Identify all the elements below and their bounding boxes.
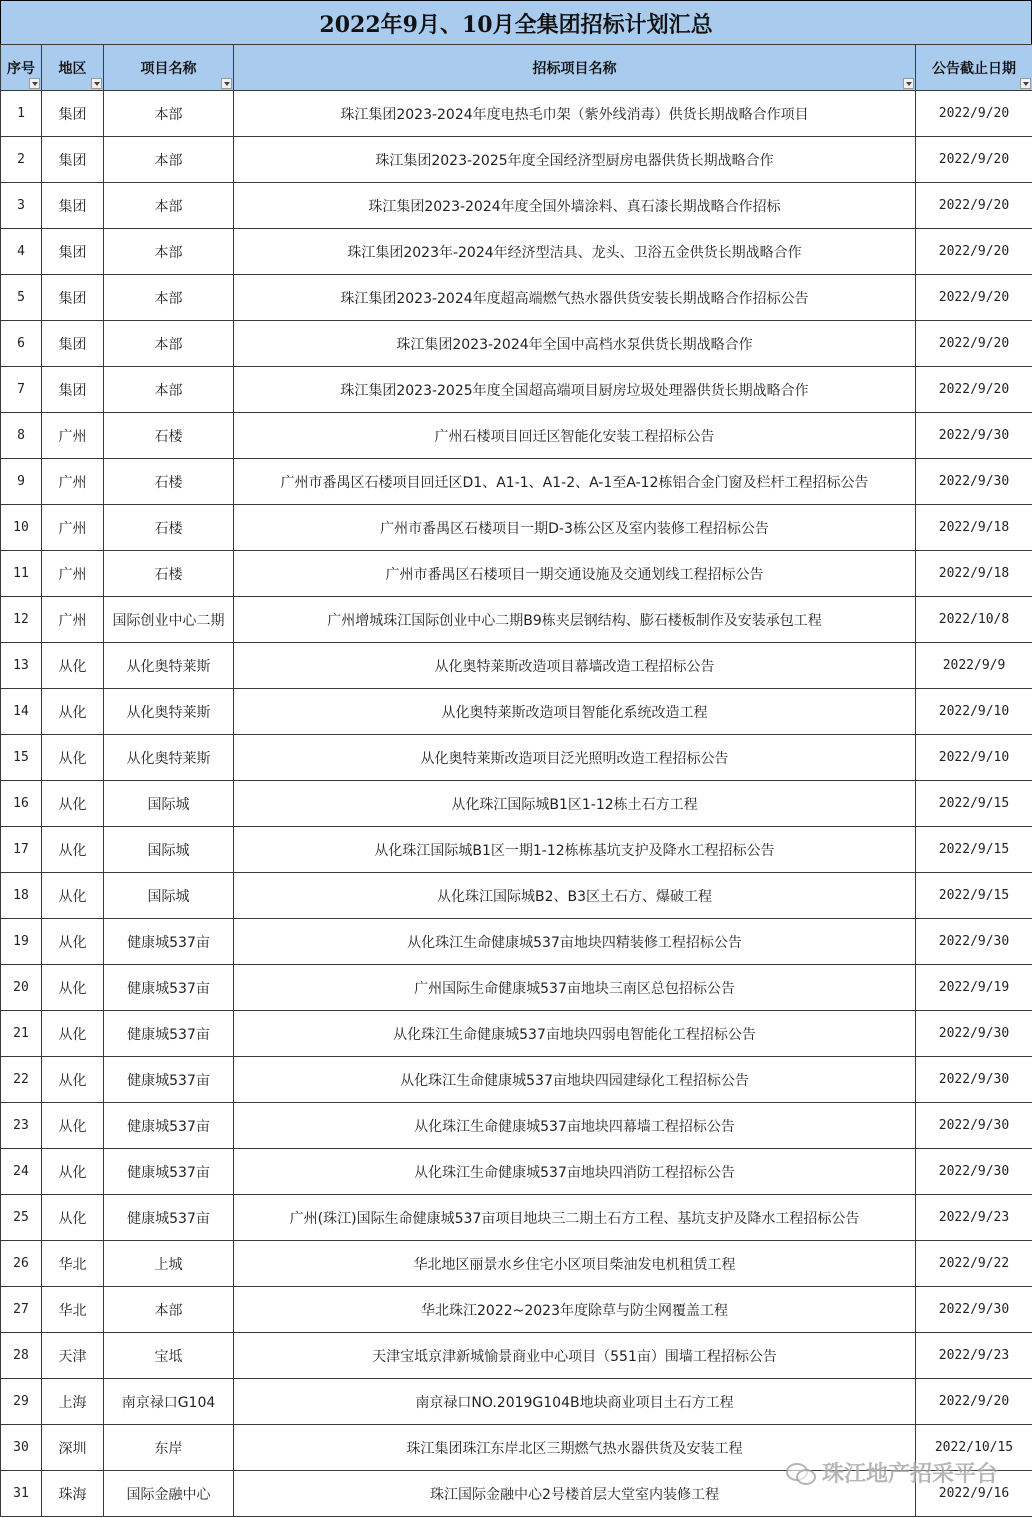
cell-deadline[interactable]: 2022/9/20: [916, 91, 1032, 137]
header-row: [1, 45, 1032, 91]
table-row: [1, 873, 1032, 919]
cell-deadline[interactable]: 2022/9/23: [916, 1195, 1032, 1241]
cell-region[interactable]: 从化: [42, 965, 104, 1011]
table-row: [1, 551, 1032, 597]
cell-region[interactable]: 从化: [42, 781, 104, 827]
table-row: [1, 1149, 1032, 1195]
cell-project[interactable]: 本部: [104, 91, 234, 137]
cell-bid-project[interactable]: 广州市番禺区石楼项目一期交通设施及交通划线工程招标公告: [234, 551, 916, 597]
cell-project[interactable]: 健康城537亩: [104, 1011, 234, 1057]
cell-index[interactable]: 7: [1, 367, 42, 413]
cell-region[interactable]: 集团: [42, 275, 104, 321]
cell-bid-project[interactable]: 广州(珠江)国际生命健康城537亩项目地块三二期土石方工程、基坑支护及降水工程招标公告: [234, 1195, 916, 1241]
cell-index[interactable]: 25: [1, 1195, 42, 1241]
cell-index[interactable]: 26: [1, 1241, 42, 1287]
cell-project[interactable]: 本部: [104, 183, 234, 229]
cell-bid-project[interactable]: 广州市番禺区石楼项目一期D-3栋公区及室内装修工程招标公告: [234, 505, 916, 551]
table-row: [1, 137, 1032, 183]
cell-index[interactable]: 11: [1, 551, 42, 597]
cell-index[interactable]: 9: [1, 459, 42, 505]
cell-region[interactable]: 广州: [42, 597, 104, 643]
column-header-label: 招标项目名称: [532, 60, 617, 77]
table-row: [1, 643, 1032, 689]
table-row: [1, 413, 1032, 459]
cell-bid-project[interactable]: 珠江集团2023-2024年全国中高档水泵供货长期战略合作: [234, 321, 916, 367]
cell-deadline[interactable]: 2022/9/22: [916, 1241, 1032, 1287]
table-row: [1, 919, 1032, 965]
cell-bid-project[interactable]: 珠江国际金融中心2号楼首层大堂室内装修工程: [234, 1471, 916, 1517]
cell-region[interactable]: 集团: [42, 229, 104, 275]
cell-region[interactable]: 集团: [42, 183, 104, 229]
cell-bid-project[interactable]: 从化珠江生命健康城537亩地块四幕墙工程招标公告: [234, 1103, 916, 1149]
table-row: [1, 275, 1032, 321]
cell-index[interactable]: 20: [1, 965, 42, 1011]
column-header-label: 地区: [58, 60, 87, 77]
column-header-index: [1, 45, 42, 91]
cell-bid-project[interactable]: 珠江集团2023-2024年度全国外墙涂料、真石漆长期战略合作招标: [234, 183, 916, 229]
cell-deadline[interactable]: 2022/9/20: [916, 183, 1032, 229]
cell-deadline[interactable]: 2022/9/20: [916, 275, 1032, 321]
sheet-title: 2022年9月、10月全集团招标计划汇总: [0, 0, 1032, 46]
cell-region[interactable]: 华北: [42, 1241, 104, 1287]
cell-bid-project[interactable]: 从化珠江生命健康城537亩地块四精装修工程招标公告: [234, 919, 916, 965]
wechat-icon: [786, 1461, 816, 1485]
cell-region[interactable]: 上海: [42, 1379, 104, 1425]
table-row: [1, 367, 1032, 413]
cell-deadline[interactable]: 2022/9/30: [916, 459, 1032, 505]
cell-bid-project[interactable]: 珠江集团2023-2025年度全国经济型厨房电器供货长期战略合作: [234, 137, 916, 183]
cell-deadline[interactable]: 2022/9/30: [916, 1011, 1032, 1057]
cell-project[interactable]: 国际创业中心二期: [104, 597, 234, 643]
cell-project[interactable]: 健康城537亩: [104, 1103, 234, 1149]
cell-index[interactable]: 2: [1, 137, 42, 183]
cell-region[interactable]: 从化: [42, 643, 104, 689]
cell-index[interactable]: 30: [1, 1425, 42, 1471]
column-header-label: 项目名称: [140, 60, 197, 77]
table-row: [1, 1379, 1032, 1425]
cell-bid-project[interactable]: 广州国际生命健康城537亩地块三南区总包招标公告: [234, 965, 916, 1011]
cell-bid-project[interactable]: 华北地区丽景水乡住宅小区项目柴油发电机租赁工程: [234, 1241, 916, 1287]
table-row: [1, 91, 1032, 137]
watermark: [786, 1457, 998, 1488]
filter-dropdown-icon[interactable]: [903, 78, 914, 89]
filter-dropdown-icon[interactable]: [1020, 78, 1031, 89]
cell-index[interactable]: 22: [1, 1057, 42, 1103]
cell-project[interactable]: 国际城: [104, 781, 234, 827]
cell-index[interactable]: 3: [1, 183, 42, 229]
cell-deadline[interactable]: 2022/9/10: [916, 689, 1032, 735]
cell-index[interactable]: 12: [1, 597, 42, 643]
column-header-deadline: [916, 45, 1032, 91]
cell-project[interactable]: 从化奥特莱斯: [104, 689, 234, 735]
column-header-label: 公告截止日期: [932, 60, 1016, 77]
table-row: [1, 1057, 1032, 1103]
cell-project[interactable]: 健康城537亩: [104, 919, 234, 965]
table-body: [1, 91, 1032, 1517]
cell-bid-project[interactable]: 天津宝坻京津新城愉景商业中心项目（551亩）围墙工程招标公告: [234, 1333, 916, 1379]
cell-project[interactable]: 石楼: [104, 551, 234, 597]
cell-bid-project[interactable]: 广州增城珠江国际创业中心二期B9栋夹层钢结构、膨石楼板制作及安装承包工程: [234, 597, 916, 643]
cell-index[interactable]: 17: [1, 827, 42, 873]
cell-deadline[interactable]: 2022/9/30: [916, 1057, 1032, 1103]
cell-region[interactable]: 集团: [42, 91, 104, 137]
cell-bid-project[interactable]: 广州市番禺区石楼项目回迁区D1、A1-1、A1-2、A-1至A-12栋铝合金门窗及栏杆工程招标公告: [234, 459, 916, 505]
cell-bid-project[interactable]: 从化珠江国际城B1区1-12栋土石方工程: [234, 781, 916, 827]
cell-bid-project[interactable]: 从化珠江生命健康城537亩地块四消防工程招标公告: [234, 1149, 916, 1195]
cell-deadline[interactable]: 2022/9/30: [916, 919, 1032, 965]
cell-project[interactable]: 石楼: [104, 459, 234, 505]
bid-plan-table: [0, 44, 1032, 1517]
cell-region[interactable]: 从化: [42, 1057, 104, 1103]
cell-region[interactable]: 从化: [42, 919, 104, 965]
cell-index[interactable]: 5: [1, 275, 42, 321]
column-header-bid-project: [234, 45, 916, 91]
cell-deadline[interactable]: 2022/9/30: [916, 1287, 1032, 1333]
table-row: [1, 1103, 1032, 1149]
column-header-region: [42, 45, 104, 91]
watermark-text: 珠江地产招采平台: [821, 1462, 998, 1487]
cell-index[interactable]: 19: [1, 919, 42, 965]
cell-region[interactable]: 从化: [42, 689, 104, 735]
cell-index[interactable]: 21: [1, 1011, 42, 1057]
filter-dropdown-icon[interactable]: [221, 78, 232, 89]
cell-project[interactable]: 东岸: [104, 1425, 234, 1471]
cell-project[interactable]: 本部: [104, 275, 234, 321]
table-row: [1, 827, 1032, 873]
cell-deadline[interactable]: 2022/9/9: [916, 643, 1032, 689]
cell-region[interactable]: 从化: [42, 1011, 104, 1057]
cell-region[interactable]: 从化: [42, 1103, 104, 1149]
cell-project[interactable]: 南京禄口G104: [104, 1379, 234, 1425]
cell-bid-project[interactable]: 华北珠江2022~2023年度除草与防尘网覆盖工程: [234, 1287, 916, 1333]
cell-project[interactable]: 本部: [104, 367, 234, 413]
table-row: [1, 781, 1032, 827]
cell-index[interactable]: 24: [1, 1149, 42, 1195]
cell-index[interactable]: 18: [1, 873, 42, 919]
table-row: [1, 597, 1032, 643]
cell-project[interactable]: 上城: [104, 1241, 234, 1287]
cell-region[interactable]: 集团: [42, 321, 104, 367]
table-row: [1, 735, 1032, 781]
cell-region[interactable]: 珠海: [42, 1471, 104, 1517]
cell-region[interactable]: 从化: [42, 873, 104, 919]
cell-project[interactable]: 本部: [104, 1287, 234, 1333]
cell-region[interactable]: 从化: [42, 827, 104, 873]
cell-bid-project[interactable]: 从化珠江国际城B1区一期1-12栋栋基坑支护及降水工程招标公告: [234, 827, 916, 873]
table-row: [1, 505, 1032, 551]
cell-project[interactable]: 国际城: [104, 873, 234, 919]
cell-region[interactable]: 从化: [42, 1149, 104, 1195]
table-row: [1, 229, 1032, 275]
cell-deadline[interactable]: 2022/9/10: [916, 735, 1032, 781]
cell-bid-project[interactable]: 从化珠江生命健康城537亩地块四园建绿化工程招标公告: [234, 1057, 916, 1103]
cell-bid-project[interactable]: 南京禄口NO.2019G104B地块商业项目土石方工程: [234, 1379, 916, 1425]
cell-deadline[interactable]: 2022/9/30: [916, 413, 1032, 459]
filter-dropdown-icon[interactable]: [91, 78, 102, 89]
cell-bid-project[interactable]: 从化奥特莱斯改造项目幕墙改造工程招标公告: [234, 643, 916, 689]
cell-region[interactable]: 广州: [42, 551, 104, 597]
cell-project[interactable]: 本部: [104, 137, 234, 183]
table-row: [1, 1195, 1032, 1241]
cell-index[interactable]: 23: [1, 1103, 42, 1149]
cell-region[interactable]: 广州: [42, 505, 104, 551]
table-row: [1, 1287, 1032, 1333]
cell-bid-project[interactable]: 从化奥特莱斯改造项目泛光照明改造工程招标公告: [234, 735, 916, 781]
cell-region[interactable]: 深圳: [42, 1425, 104, 1471]
cell-deadline[interactable]: 2022/9/16: [916, 1471, 1032, 1517]
column-header-label: 序号: [7, 60, 35, 77]
cell-deadline[interactable]: 2022/9/15: [916, 873, 1032, 919]
cell-region[interactable]: 广州: [42, 459, 104, 505]
cell-index[interactable]: 31: [1, 1471, 42, 1517]
cell-deadline[interactable]: 2022/9/20: [916, 1379, 1032, 1425]
cell-deadline[interactable]: 2022/9/20: [916, 321, 1032, 367]
table-row: [1, 1011, 1032, 1057]
table-row: [1, 965, 1032, 1011]
cell-deadline[interactable]: 2022/10/8: [916, 597, 1032, 643]
cell-project[interactable]: 石楼: [104, 413, 234, 459]
cell-index[interactable]: 13: [1, 643, 42, 689]
cell-deadline[interactable]: 2022/9/15: [916, 827, 1032, 873]
cell-index[interactable]: 14: [1, 689, 42, 735]
cell-project[interactable]: 健康城537亩: [104, 1149, 234, 1195]
cell-deadline[interactable]: 2022/9/20: [916, 229, 1032, 275]
cell-project[interactable]: 石楼: [104, 505, 234, 551]
cell-deadline[interactable]: 2022/9/23: [916, 1333, 1032, 1379]
table-row: [1, 321, 1032, 367]
cell-deadline[interactable]: 2022/9/18: [916, 505, 1032, 551]
cell-index[interactable]: 28: [1, 1333, 42, 1379]
cell-index[interactable]: 10: [1, 505, 42, 551]
cell-project[interactable]: 国际金融中心: [104, 1471, 234, 1517]
cell-bid-project[interactable]: 从化珠江国际城B2、B3区土石方、爆破工程: [234, 873, 916, 919]
cell-bid-project[interactable]: 广州石楼项目回迁区智能化安装工程招标公告: [234, 413, 916, 459]
cell-bid-project[interactable]: 珠江集团2023-2025年度全国超高端项目厨房垃圾处理器供货长期战略合作: [234, 367, 916, 413]
table-row: [1, 459, 1032, 505]
cell-index[interactable]: 29: [1, 1379, 42, 1425]
cell-deadline[interactable]: 2022/10/15: [916, 1425, 1032, 1471]
cell-bid-project[interactable]: 从化奥特莱斯改造项目智能化系统改造工程: [234, 689, 916, 735]
filter-dropdown-icon[interactable]: [29, 78, 40, 89]
cell-region[interactable]: 广州: [42, 413, 104, 459]
cell-index[interactable]: 6: [1, 321, 42, 367]
cell-index[interactable]: 1: [1, 91, 42, 137]
cell-project[interactable]: 从化奥特莱斯: [104, 735, 234, 781]
cell-deadline[interactable]: 2022/9/20: [916, 367, 1032, 413]
cell-deadline[interactable]: 2022/9/30: [916, 1149, 1032, 1195]
cell-region[interactable]: 从化: [42, 1195, 104, 1241]
cell-bid-project[interactable]: 从化珠江生命健康城537亩地块四弱电智能化工程招标公告: [234, 1011, 916, 1057]
column-header-project: [104, 45, 234, 91]
cell-project[interactable]: 本部: [104, 229, 234, 275]
cell-project[interactable]: 健康城537亩: [104, 1195, 234, 1241]
cell-deadline[interactable]: 2022/9/15: [916, 781, 1032, 827]
cell-region[interactable]: 天津: [42, 1333, 104, 1379]
cell-index[interactable]: 8: [1, 413, 42, 459]
table-row: [1, 1333, 1032, 1379]
cell-deadline[interactable]: 2022/9/18: [916, 551, 1032, 597]
table-row: [1, 1241, 1032, 1287]
cell-index[interactable]: 16: [1, 781, 42, 827]
cell-region[interactable]: 集团: [42, 137, 104, 183]
cell-bid-project[interactable]: 珠江集团2023-2024年度超高端燃气热水器供货安装长期战略合作招标公告: [234, 275, 916, 321]
cell-bid-project[interactable]: 珠江集团珠江东岸北区三期燃气热水器供货及安装工程: [234, 1425, 916, 1471]
cell-project[interactable]: 健康城537亩: [104, 965, 234, 1011]
cell-region[interactable]: 集团: [42, 367, 104, 413]
cell-deadline[interactable]: 2022/9/19: [916, 965, 1032, 1011]
table-row: [1, 689, 1032, 735]
cell-bid-project[interactable]: 珠江集团2023年-2024年经济型洁具、龙头、卫浴五金供货长期战略合作: [234, 229, 916, 275]
cell-bid-project[interactable]: 珠江集团2023-2024年度电热毛巾架（紫外线消毒）供货长期战略合作项目: [234, 91, 916, 137]
cell-deadline[interactable]: 2022/9/20: [916, 137, 1032, 183]
cell-region[interactable]: 从化: [42, 735, 104, 781]
cell-project[interactable]: 健康城537亩: [104, 1057, 234, 1103]
cell-region[interactable]: 华北: [42, 1287, 104, 1333]
cell-index[interactable]: 15: [1, 735, 42, 781]
cell-index[interactable]: 27: [1, 1287, 42, 1333]
cell-project[interactable]: 从化奥特莱斯: [104, 643, 234, 689]
cell-index[interactable]: 4: [1, 229, 42, 275]
cell-project[interactable]: 宝坻: [104, 1333, 234, 1379]
table-row: [1, 183, 1032, 229]
cell-project[interactable]: 国际城: [104, 827, 234, 873]
cell-deadline[interactable]: 2022/9/30: [916, 1103, 1032, 1149]
cell-project[interactable]: 本部: [104, 321, 234, 367]
